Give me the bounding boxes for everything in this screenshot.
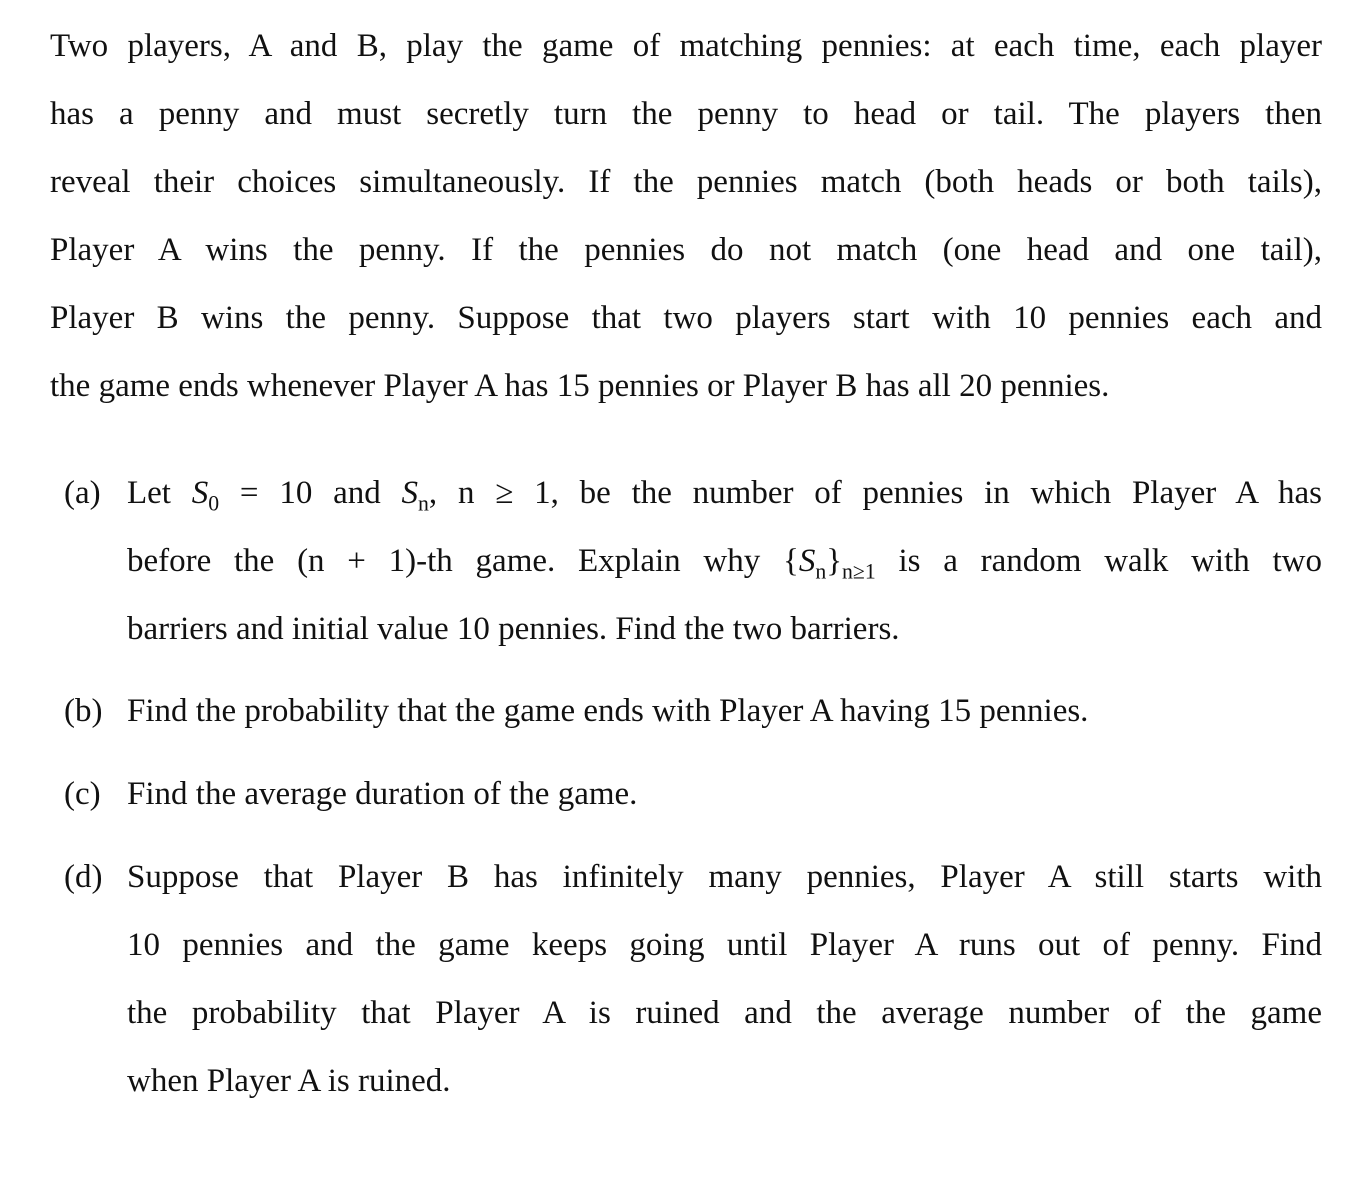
- intro-line-4: Player A wins the penny. If the pennies do not match (one head and one tail),: [50, 232, 1322, 268]
- part-a-text: is a random walk with two: [875, 543, 1322, 579]
- intro-line-6: the game ends whenever Player A has 15 pennies or Player B has all 20 pennies.: [50, 368, 1110, 404]
- sn-subscript: n: [815, 559, 827, 584]
- sn-symbol: S: [798, 543, 816, 579]
- s0-symbol: S: [191, 475, 209, 511]
- part-d-label: (d): [64, 859, 103, 895]
- part-a-text: , n ≥ 1, be the number of pennies in which Player A has: [428, 475, 1322, 511]
- part-a-line-1: [127, 473, 1322, 516]
- intro-line-5: Player B wins the penny. Suppose that two players start with 10 pennies each and: [50, 300, 1322, 336]
- part-b-line-1: Find the probability that the game ends with Player A having 15 pennies.: [127, 693, 1089, 729]
- part-a-label: (a): [64, 475, 101, 511]
- part-a-text: }: [826, 543, 843, 579]
- part-d-line-3: the probability that Player A is ruined and the average number of the game: [127, 995, 1322, 1031]
- part-a-line-3: barriers and initial value 10 pennies. Find the two barriers.: [127, 611, 900, 647]
- part-a-text: Let: [127, 475, 192, 511]
- s0-subscript: 0: [208, 491, 220, 516]
- part-c-label: (c): [64, 776, 101, 812]
- part-a-line-2: [127, 541, 1322, 584]
- part-d-line-4: when Player A is ruined.: [127, 1063, 451, 1099]
- part-d-line-2: 10 pennies and the game keeps going until Player A runs out of penny. Find: [127, 927, 1322, 963]
- part-a-text: before the (n + 1)-th game. Explain why {: [127, 543, 799, 579]
- sn-symbol: S: [401, 475, 419, 511]
- part-d-line-1: Suppose that Player B has infinitely many pennies, Player A still starts with: [127, 859, 1322, 895]
- intro-line-2: has a penny and must secretly turn the penny to head or tail. The players then: [50, 96, 1322, 132]
- part-b-label: (b): [64, 693, 103, 729]
- intro-line-1: Two players, A and B, play the game of matching pennies: at each time, each player: [50, 28, 1322, 64]
- part-c-line-1: Find the average duration of the game.: [127, 776, 638, 812]
- intro-line-3: reveal their choices simultaneously. If the pennies match (both heads or both tails),: [50, 164, 1322, 200]
- index-subscript: n≥1: [842, 559, 876, 584]
- part-a-text: = 10 and: [219, 475, 402, 511]
- sn-subscript: n: [418, 491, 429, 516]
